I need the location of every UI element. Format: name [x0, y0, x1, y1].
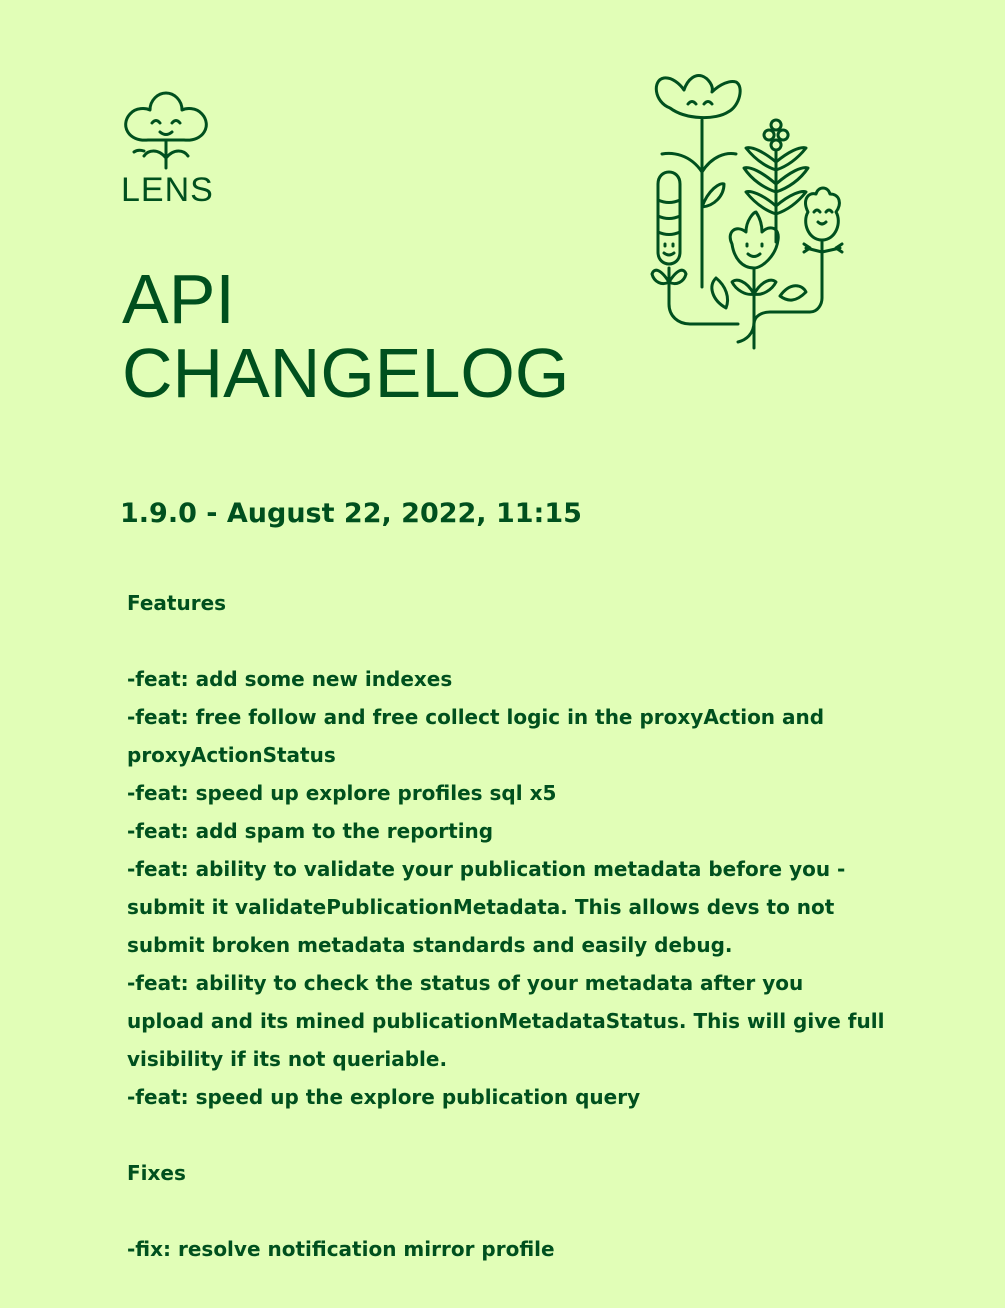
feature-line: -feat: speed up explore profiles sql x5 — [127, 781, 557, 805]
feature-line: upload and its mined publicationMetadataStatus. This will give full — [127, 1009, 885, 1033]
spacer — [127, 622, 917, 660]
page-title-line-2: CHANGELOG — [122, 334, 570, 412]
feature-line: -feat: speed up the explore publication query — [127, 1085, 641, 1109]
page-title — [122, 262, 569, 410]
feature-line: -feat: free follow and free collect logic in the proxyAction and — [127, 705, 825, 729]
feature-line: -feat: ability to validate your publication metadata before you - — [127, 857, 846, 881]
lens-logo — [118, 90, 214, 215]
lens-flower-logo-icon — [118, 90, 214, 180]
fixes-heading: Fixes — [127, 1161, 186, 1185]
feature-line: submit it validatePublicationMetadata. This allows devs to not — [127, 895, 835, 919]
plants-illustration — [650, 72, 850, 356]
plants-illustration-icon — [650, 72, 850, 352]
features-heading: Features — [127, 591, 227, 615]
page-title-line-1: API — [122, 260, 235, 338]
feature-line: -feat: add some new indexes — [127, 667, 453, 691]
spacer — [127, 1192, 917, 1230]
fix-line: -fix: resolve notification mirror profile — [127, 1237, 555, 1261]
feature-line: visibility if its not queriable. — [127, 1047, 448, 1071]
feature-line: -feat: ability to check the status of your metadata after you — [127, 971, 804, 995]
feature-line: -feat: add spam to the reporting — [127, 819, 494, 843]
feature-line: submit broken metadata standards and easily debug. — [127, 933, 733, 957]
spacer — [127, 1116, 917, 1154]
release-version-heading: 1.9.0 - August 22, 2022, 11:15 — [120, 498, 582, 529]
feature-line: proxyActionStatus — [127, 743, 336, 767]
changelog-body — [127, 584, 917, 1268]
logo-wordmark: LENS — [121, 171, 214, 209]
